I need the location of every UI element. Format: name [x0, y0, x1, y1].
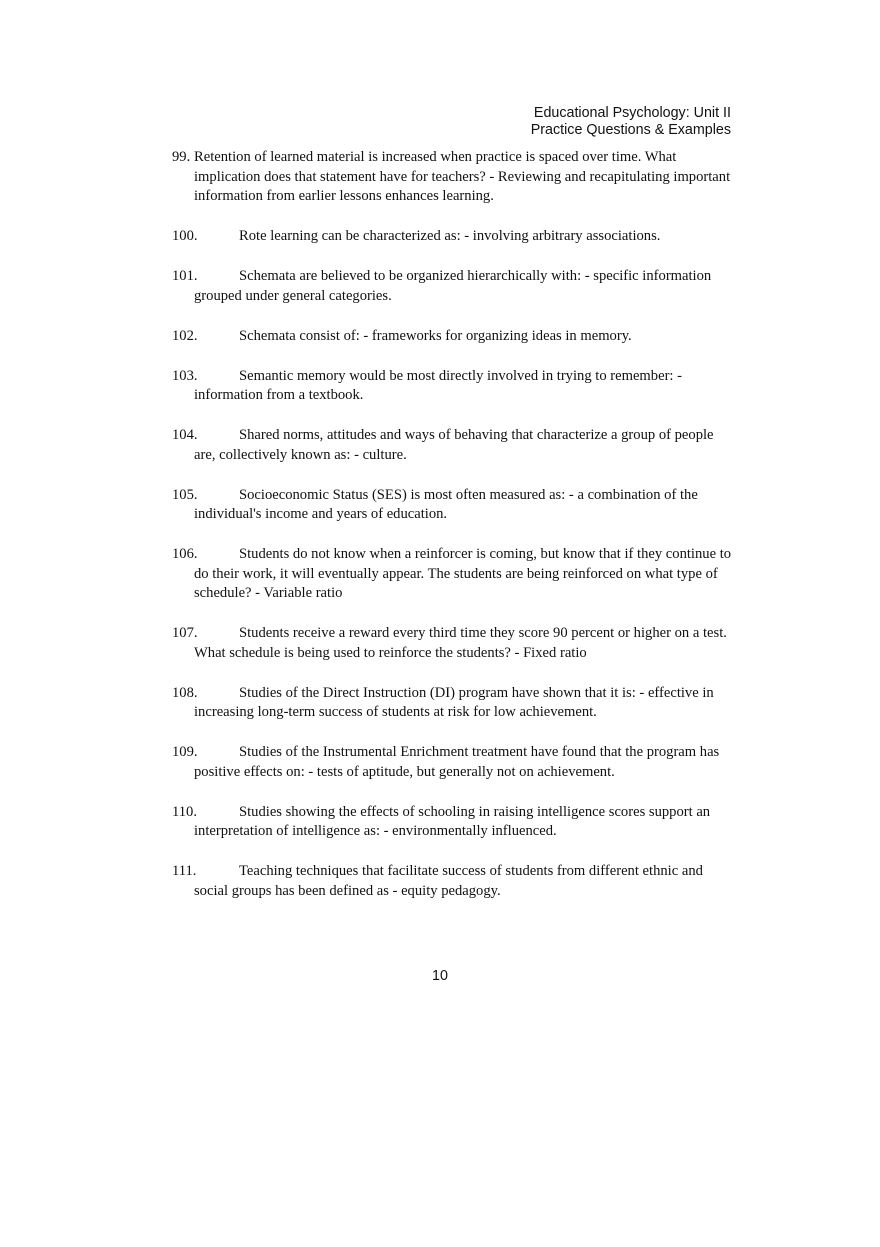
- question-item: [172, 743, 734, 782]
- question-number: 109.: [172, 744, 198, 760]
- question-number: 103.: [172, 367, 198, 384]
- question-text: Studies of the Direct Instruction (DI) program have shown that it is: - effective in increasing long-term success of students at risk for low achievement.: [194, 684, 714, 720]
- question-text: Studies showing the effects of schooling in raising intelligence scores support an interpretation of intelligence as: - environmentally influenced.: [194, 803, 711, 839]
- question-item: [172, 684, 734, 723]
- question-text: Semantic memory would be most directly involved in trying to remember: - information from a textbook.: [194, 367, 682, 403]
- page-header: [531, 105, 731, 138]
- question-text: Socioeconomic Status (SES) is most often measured as: - a combination of the individual's income and years of education.: [194, 486, 698, 522]
- question-number: 111.: [172, 863, 197, 879]
- question-number: 107.: [172, 625, 198, 641]
- question-text: Students do not know when a reinforcer is coming, but know that if they continue to do their work, it will eventually appear. The students are being reinforced on what type of schedule? - Variable ratio: [194, 546, 732, 601]
- question-text: Schemata are believed to be organized hierarchically with: - specific information grouped under general categories.: [194, 268, 712, 304]
- page-number: 10: [432, 968, 448, 984]
- question-item: [172, 227, 734, 247]
- question-text: Retention of learned material is increased when practice is spaced over time. What implication does that statement have for teachers? - Reviewing and recapitulating important information from earlier lessons enhances learning.: [194, 149, 731, 204]
- question-item: [172, 267, 734, 306]
- question-item: [172, 545, 734, 604]
- question-text: Rote learning can be characterized as: - involving arbitrary associations.: [239, 228, 661, 244]
- question-number: 105.: [172, 486, 198, 503]
- question-item: [172, 148, 734, 207]
- question-item: [172, 624, 734, 663]
- question-number: 110.: [172, 803, 197, 820]
- question-item: [172, 426, 734, 465]
- question-item: [172, 327, 734, 347]
- question-item: [172, 486, 734, 525]
- question-number: 104.: [172, 427, 198, 443]
- header-course-title: Educational Psychology: Unit II: [533, 105, 731, 121]
- question-text: Teaching techniques that facilitate success of students from different ethnic and social groups has been defined as - equity pedagogy.: [194, 863, 703, 899]
- question-number: 102.: [172, 327, 198, 344]
- question-number: 100.: [172, 228, 198, 244]
- question-text: Schemata consist of: - frameworks for organizing ideas in memory.: [239, 327, 632, 344]
- question-item: [172, 803, 734, 842]
- question-number: 99.: [172, 149, 191, 165]
- question-text: Studies of the Instrumental Enrichment treatment have found that the program has positive effects on: - tests of aptitude, but generally not on achievement.: [194, 744, 720, 780]
- header-subtitle: Practice Questions & Examples: [530, 121, 731, 138]
- question-item: [172, 367, 734, 406]
- question-number: 108.: [172, 684, 198, 701]
- question-item: [172, 862, 734, 901]
- question-number: 106.: [172, 546, 198, 562]
- question-text: Shared norms, attitudes and ways of behaving that characterize a group of people are, collectively known as: - culture.: [194, 427, 714, 463]
- question-number: 101.: [172, 268, 198, 284]
- question-list: [172, 148, 734, 922]
- question-text: Students receive a reward every third time they score 90 percent or higher on a test. What schedule is being used to reinforce the students? - Fixed ratio: [194, 625, 727, 661]
